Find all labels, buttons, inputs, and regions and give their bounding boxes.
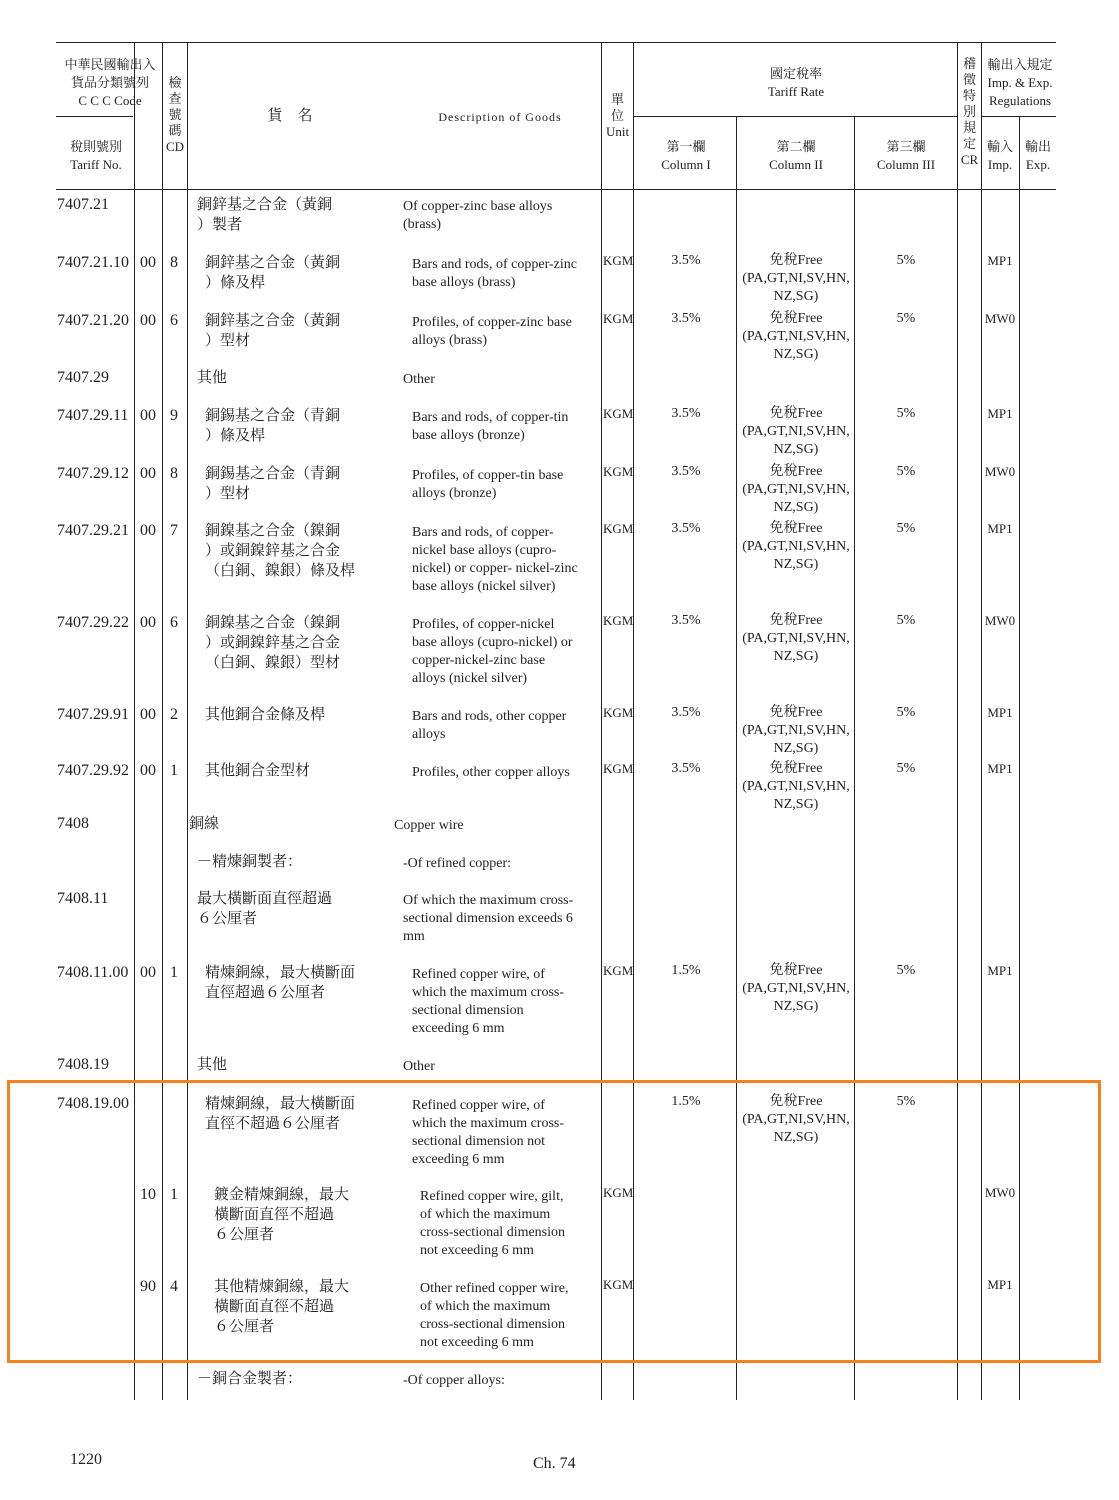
rate-col3: 5% [896, 406, 916, 421]
goods-en: -Of copper alloys: [403, 1373, 505, 1388]
goods-en: Bars and rods, other copper alloys [412, 709, 567, 742]
goods-en: Other [403, 372, 435, 387]
sub-code: 00 [140, 706, 156, 723]
goods-en: Profiles, of copper-tin base alloys (bronze) [412, 468, 564, 501]
unit: KGM [603, 1277, 634, 1292]
goods-en: Other refined copper wire, of which the maximum cross-sectional dimension not exceeding 6 mm [420, 1281, 569, 1350]
check-digit: 1 [170, 964, 178, 981]
unit: KGM [603, 253, 634, 268]
unit: KGM [603, 464, 634, 479]
imp-regulation: MP1 [987, 963, 1013, 978]
header-subrule-rate [633, 116, 957, 117]
rate-col1: 3.5% [671, 521, 701, 536]
highlight-box [7, 1080, 1101, 1363]
rate-col2: 免稅Free (PA,GT,NI,SV,HN, NZ,SG) [742, 464, 850, 515]
goods-zh: 最大橫斷面直徑超過 ６公厘者 [197, 889, 333, 927]
rate-col3: 5% [896, 464, 916, 479]
goods-en: Of which the maximum cross- sectional dimension exceeds 6 mm [403, 893, 574, 944]
tariff-code: 7407.29.11 [57, 407, 129, 424]
header-tariff-rate: 國定稅率 Tariff Rate [767, 66, 825, 99]
tariff-code: 7407.29.21 [57, 522, 129, 539]
rate-col2: 免稅Free (PA,GT,NI,SV,HN, NZ,SG) [742, 521, 850, 572]
header-goods-en: Description of Goods [438, 110, 562, 124]
imp-regulation: MP1 [987, 521, 1013, 536]
check-digit: 1 [170, 762, 178, 779]
check-digit: 2 [170, 706, 178, 723]
header-subrule-left [56, 116, 133, 117]
rate-col2: 免稅Free (PA,GT,NI,SV,HN, NZ,SG) [742, 761, 850, 812]
goods-zh: 其他銅合金型材 [205, 761, 311, 779]
goods-zh: 銅錫基之合金（青銅 ）條及桿 [205, 406, 341, 444]
chapter-label: Ch. 74 [533, 1455, 576, 1472]
rate-col1: 3.5% [671, 253, 701, 268]
header-column-1: 第一欄 Column I [661, 139, 711, 172]
goods-zh: 其他銅合金條及桿 [205, 705, 326, 723]
rate-col3: 5% [896, 761, 916, 776]
rate-col1: 3.5% [671, 464, 701, 479]
rate-col1: 3.5% [671, 311, 701, 326]
sub-code: 90 [140, 1278, 156, 1295]
check-digit: 6 [170, 614, 178, 631]
header-column-3: 第三欄 Column III [876, 139, 936, 172]
rate-col3: 5% [896, 705, 916, 720]
goods-zh: 銅線 [189, 814, 220, 832]
rate-col2: 免稅Free (PA,GT,NI,SV,HN, NZ,SG) [742, 406, 850, 457]
tariff-code: 7407.21.20 [57, 312, 129, 329]
header-ccc-code: 中華民國輸出入 貨品分類號列 C C C Code [64, 57, 156, 108]
imp-regulation: MP1 [987, 705, 1013, 720]
goods-en: Other [403, 1059, 435, 1074]
rate-col3: 5% [896, 253, 916, 268]
imp-regulation: MW0 [984, 464, 1016, 479]
rate-col3: 5% [896, 613, 916, 628]
tariff-code: 7408 [57, 815, 89, 832]
goods-en: Bars and rods, of copper-tin base alloys (bronze) [412, 410, 569, 443]
sub-code: 00 [140, 254, 156, 271]
rate-col2: 免稅Free (PA,GT,NI,SV,HN, NZ,SG) [742, 311, 850, 362]
unit: KGM [603, 1185, 634, 1200]
unit: KGM [603, 406, 634, 421]
check-digit: 1 [170, 1186, 178, 1203]
goods-zh: 鍍金精煉銅線，最大 橫斷面直徑不超過 ６公厘者 [214, 1185, 350, 1243]
goods-en: Bars and rods, of copper- nickel base alloys (cupro- nickel) or copper- nickel-zinc base alloys (nickel silver) [412, 525, 578, 594]
unit: KGM [603, 963, 634, 978]
sub-code: 10 [140, 1186, 156, 1203]
rate-col2: 免稅Free (PA,GT,NI,SV,HN, NZ,SG) [742, 705, 850, 756]
rate-col3: 5% [896, 521, 916, 536]
header-regulations: 輸出入規定 Imp. & Exp. Regulations [987, 57, 1053, 108]
header-tariff-no: 稅則號別 Tariff No. [69, 139, 122, 172]
unit: KGM [603, 521, 634, 536]
imp-regulation: MP1 [987, 761, 1013, 776]
unit: KGM [603, 311, 634, 326]
goods-zh: 其他精煉銅線，最大 橫斷面直徑不超過 ６公厘者 [214, 1277, 350, 1335]
tariff-code: 7408.11.00 [57, 964, 129, 981]
goods-zh: 其他 [197, 368, 228, 386]
rate-col3: 5% [896, 1094, 916, 1109]
goods-zh: 銅錫基之合金（青銅 ）型材 [205, 464, 341, 502]
header-cd: 檢 查 號 碼 CD [165, 75, 185, 154]
sub-code: 00 [140, 964, 156, 981]
rate-col3: 5% [896, 311, 916, 326]
rate-col3: 5% [896, 963, 916, 978]
goods-en: Refined copper wire, of which the maximum cross- sectional dimension exceeding 6 mm [412, 967, 565, 1036]
sub-code: 00 [140, 312, 156, 329]
tariff-code: 7407.29 [57, 369, 109, 386]
page-number: 1220 [70, 1451, 102, 1468]
check-digit: 6 [170, 312, 178, 329]
sub-code: 00 [140, 762, 156, 779]
goods-zh: 其他 [197, 1055, 228, 1073]
goods-zh: 精煉銅線，最大橫斷面 直徑不超過６公厘者 [205, 1094, 356, 1132]
rate-col1: 1.5% [671, 1094, 701, 1109]
goods-zh: －精煉銅製者： [197, 852, 303, 870]
goods-en: Copper wire [394, 818, 464, 833]
goods-en: Refined copper wire, gilt, of which the maximum cross-sectional dimension not exceeding 6 mm [420, 1189, 566, 1258]
tariff-code: 7407.29.92 [57, 762, 129, 779]
header-cr: 稽 徵 特 別 規 定 CR [960, 56, 979, 167]
goods-en: Profiles, other copper alloys [412, 765, 570, 780]
goods-en: Profiles, of copper-nickel base alloys (cupro-nickel) or copper-nickel-zinc base alloys (nickel silver) [412, 617, 573, 686]
header-imp: 輸入 Imp. [986, 139, 1013, 172]
sub-code: 00 [140, 614, 156, 631]
tariff-code: 7407.29.22 [57, 614, 129, 631]
goods-zh: －銅合金製者： [197, 1369, 303, 1387]
rate-col1: 3.5% [671, 613, 701, 628]
header-column-2: 第二欄 Column II [769, 139, 823, 172]
goods-en: Profiles, of copper-zinc base alloys (brass) [412, 315, 572, 348]
tariff-code: 7407.29.91 [57, 706, 129, 723]
rate-col1: 3.5% [671, 406, 701, 421]
unit: KGM [603, 705, 634, 720]
check-digit: 8 [170, 465, 178, 482]
goods-en: Of copper-zinc base alloys (brass) [403, 199, 553, 232]
rate-col2: 免稅Free (PA,GT,NI,SV,HN, NZ,SG) [742, 963, 850, 1014]
imp-regulation: MW0 [984, 1185, 1016, 1200]
sub-code: 00 [140, 522, 156, 539]
header-bottom-rule [56, 189, 1056, 190]
tariff-code: 7407.21 [57, 196, 109, 213]
rate-col2: 免稅Free (PA,GT,NI,SV,HN, NZ,SG) [742, 613, 850, 664]
goods-zh: 銅鋅基之合金（黃銅 ）型材 [205, 311, 341, 349]
check-digit: 7 [170, 522, 178, 539]
check-digit: 9 [170, 407, 178, 424]
header-unit: 單 位 Unit [605, 92, 630, 139]
rate-col2: 免稅Free (PA,GT,NI,SV,HN, NZ,SG) [742, 253, 850, 304]
rate-col2: 免稅Free (PA,GT,NI,SV,HN, NZ,SG) [742, 1094, 850, 1145]
tariff-code: 7408.19.00 [57, 1095, 129, 1112]
unit: KGM [603, 613, 634, 628]
tariff-code: 7407.29.12 [57, 465, 129, 482]
goods-zh: 銅鎳基之合金（鎳銅 ）或銅鎳鋅基之合金 （白銅、鎳銀）型材 [205, 613, 341, 671]
header-goods-zh: 貨 名 [267, 108, 313, 124]
rate-col1: 1.5% [671, 963, 701, 978]
check-digit: 8 [170, 254, 178, 271]
goods-en: Bars and rods, of copper-zinc base alloys (brass) [412, 257, 577, 290]
imp-regulation: MP1 [987, 406, 1013, 421]
tariff-code: 7408.11 [57, 890, 109, 907]
check-digit: 4 [170, 1278, 178, 1295]
sub-code: 00 [140, 407, 156, 424]
top-rule [56, 42, 1056, 43]
goods-zh: 銅鋅基之合金（黃銅 ）製者 [197, 195, 333, 233]
imp-regulation: MP1 [987, 1277, 1013, 1292]
imp-regulation: MW0 [984, 613, 1016, 628]
goods-zh: 精煉銅線，最大橫斷面 直徑超過６公厘者 [205, 963, 356, 1001]
header-exp: 輸出 Exp. [1024, 139, 1051, 172]
tariff-code: 7407.21.10 [57, 254, 129, 271]
goods-zh: 銅鎳基之合金（鎳銅 ）或銅鎳鋅基之合金 （白銅、鎳銀）條及桿 [205, 521, 356, 579]
imp-regulation: MP1 [987, 253, 1013, 268]
goods-en: -Of refined copper: [403, 856, 512, 871]
unit: KGM [603, 761, 634, 776]
goods-zh: 銅鋅基之合金（黃銅 ）條及桿 [205, 253, 341, 291]
tariff-code: 7408.19 [57, 1056, 109, 1073]
rate-col1: 3.5% [671, 705, 701, 720]
goods-en: Refined copper wire, of which the maximum cross- sectional dimension not exceeding 6 mm [412, 1098, 565, 1167]
imp-regulation: MW0 [984, 311, 1016, 326]
rate-col1: 3.5% [671, 761, 701, 776]
sub-code: 00 [140, 465, 156, 482]
